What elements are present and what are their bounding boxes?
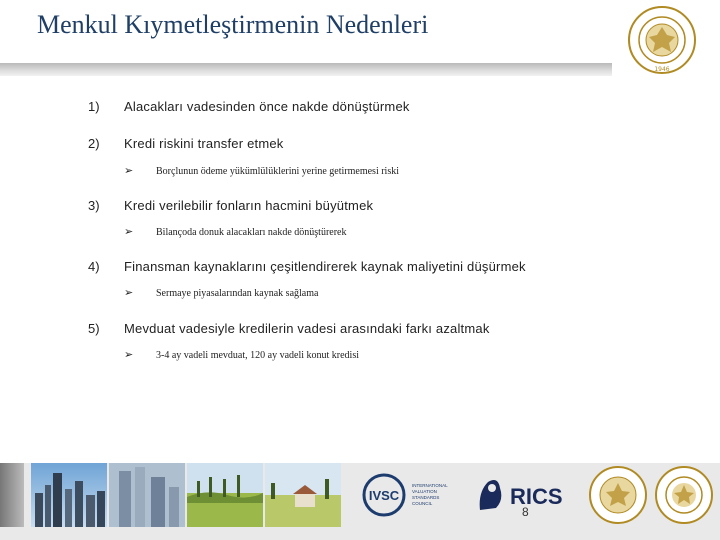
sub-item-text: 3-4 ay vadeli mevduat, 120 ay vadeli konut kredisi <box>156 350 360 361</box>
svg-text:INTERNATIONAL: INTERNATIONAL <box>412 483 448 488</box>
list-item-text: Kredi verilebilir fonların hacmini büyütmek <box>124 198 374 213</box>
sub-item-text: Bilançoda donuk alacakları nakde dönüştürerek <box>156 227 347 238</box>
rics-logo-text: RICS <box>510 484 563 509</box>
svg-text:VALUATION: VALUATION <box>412 489 437 494</box>
svg-text:COUNCIL: COUNCIL <box>412 501 433 506</box>
slide-title: Menkul Kıymetleştirmenin Nedenleri <box>37 10 429 39</box>
item-number: 3) <box>88 198 100 213</box>
arrow-bullet-icon: ➢ <box>124 225 134 238</box>
item-number: 2) <box>88 136 100 151</box>
item-number: 5) <box>88 321 100 336</box>
list-item-text: Alacakları vadesinden önce nakde dönüştürmek <box>124 99 410 114</box>
svg-text:STANDARDS: STANDARDS <box>412 495 440 500</box>
ivsc-logo-text: IVSC <box>368 488 400 503</box>
ankara-university-seal-logo <box>627 5 697 75</box>
list-item-text: Finansman kaynaklarını çeşitlendirerek kaynak maliyetini düşürmek <box>124 259 526 274</box>
list-item-text: Kredi riskini transfer etmek <box>124 136 284 151</box>
svg-text:1946: 1946 <box>654 66 670 73</box>
arrow-bullet-icon: ➢ <box>124 348 134 361</box>
university-seal-footer-logo <box>588 465 648 525</box>
city-skyline-photo <box>31 463 107 527</box>
sub-item-text: Sermaye piyasalarından kaynak sağlama <box>156 288 319 299</box>
title-underline-bar <box>0 63 612 76</box>
arrow-bullet-icon: ➢ <box>124 286 134 299</box>
green-landscape-photo <box>187 463 263 527</box>
ankara-university-footer-logo <box>654 465 714 525</box>
sub-item-text: Borçlunun ödeme yükümlülüklerini yerine getirmemesi riski <box>156 166 400 177</box>
page-number: 8 <box>522 505 529 519</box>
list-item-text: Mevduat vadesiyle kredilerin vadesi arasındaki farkı azaltmak <box>124 321 490 336</box>
item-number: 4) <box>88 259 100 274</box>
arrow-bullet-icon: ➢ <box>124 164 134 177</box>
item-number: 1) <box>88 99 100 114</box>
countryside-house-photo <box>265 463 341 527</box>
ivsc-logo <box>360 467 470 523</box>
footer-left-strip <box>0 463 24 527</box>
towers-photo <box>109 463 185 527</box>
